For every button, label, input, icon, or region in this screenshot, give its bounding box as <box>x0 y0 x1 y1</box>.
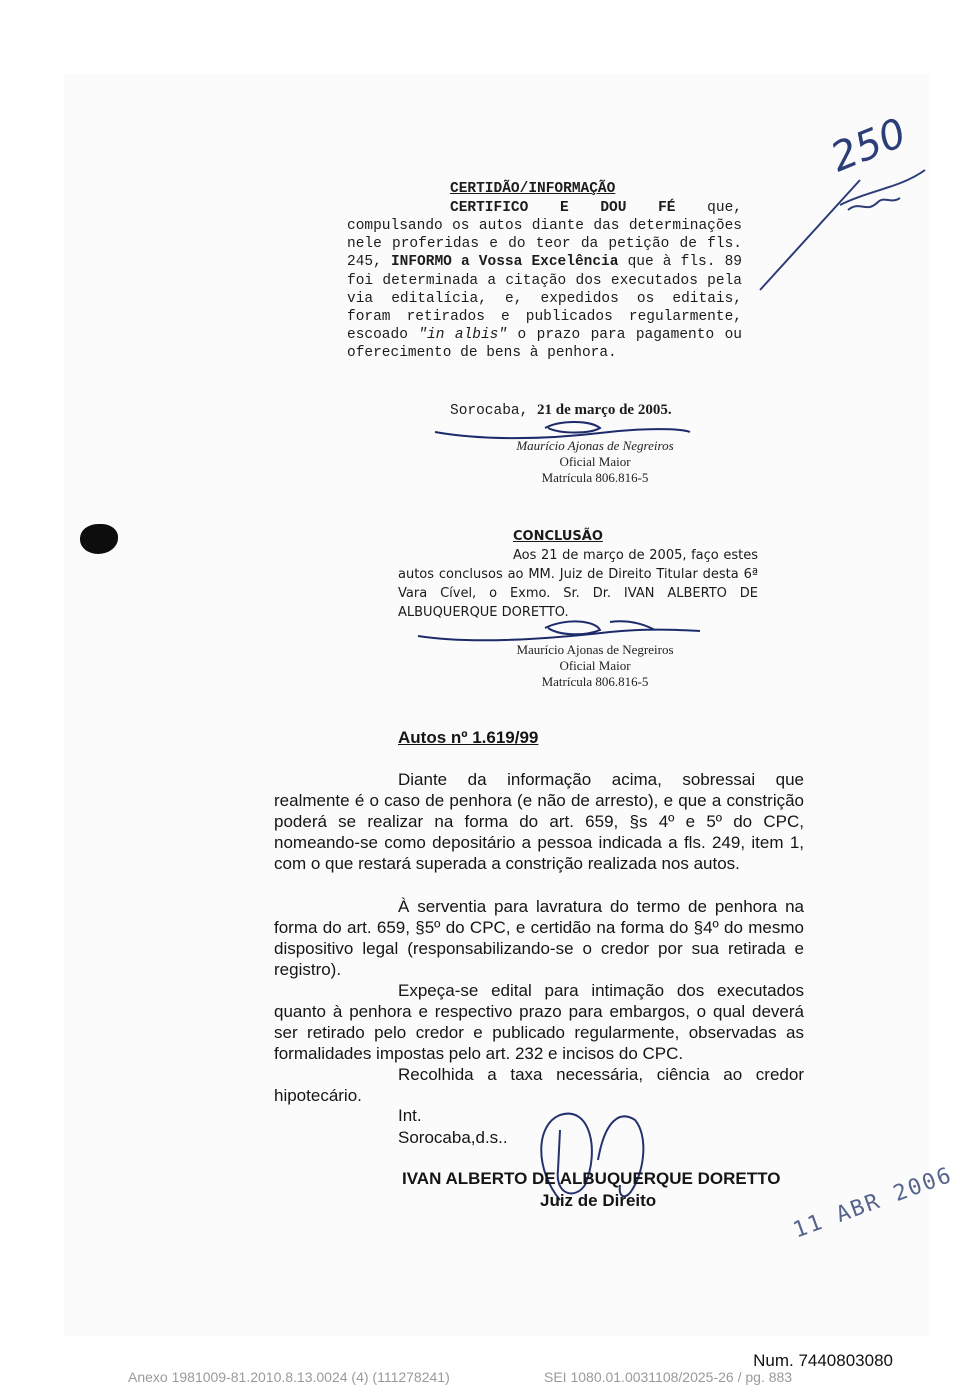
decision-place-date: Sorocaba,d.s.. <box>398 1128 508 1147</box>
decision-paragraph-2-text: À serventia para lavratura do termo de penhora na forma do art. 659, §5º do CPC, e certidão na forma do §4º do mesmo dispositivo legal (responsabilizando-se o credor por sua retirada e registro). <box>274 897 804 979</box>
rubric-mark <box>760 170 925 290</box>
decision-paragraph-3-text: Expeça-se edital para intimação dos executados quanto à penhora e respectivo prazo para embargos, o qual deverá ser retirado pelo credor e publicado regularmente, observadas as formalidades impostas pelo art. 232 e incisos do CPC. <box>274 981 804 1063</box>
signature-2-role: Oficial Maior <box>559 658 631 673</box>
decision-paragraph-4 <box>274 1064 804 1106</box>
signature-1-stroke <box>435 422 690 438</box>
certidao-body-2: que à fls. 89 foi determinada a citação dos executados pela via editalícia, e, expedidos os editais, foram retirados e publicados regularmente, escoado <box>347 254 742 344</box>
decision-paragraph-2 <box>274 896 804 980</box>
conclusao-title: CONCLUSÃO <box>513 529 603 544</box>
folio-number: 250 <box>824 110 913 182</box>
date-stamp: 11 ABR 2006 <box>790 1162 957 1244</box>
footer-sei: SEI 1080.01.0031108/2025-26 / pg. 883 <box>544 1369 793 1385</box>
conclusao-last-line: ALBUQUERQUE DORETTO. <box>398 605 569 620</box>
certidao-first-rest: que, <box>675 200 742 216</box>
certidao-place-date <box>450 401 672 420</box>
document-number: Num. 7440803080 <box>753 1351 893 1370</box>
decision-paragraph-4-text: Recolhida a taxa necessária, ciência ao credor hipotecário. <box>274 1065 804 1105</box>
case-number: Autos nº 1.619/99 <box>398 728 539 747</box>
certidao-certifico: CERTIFICO E DOU FÉ <box>450 200 676 216</box>
certidao-informo: INFORMO a Vossa Excelência <box>390 254 619 271</box>
certidao-in-albis: "in albis" <box>418 327 508 344</box>
certidao-place: Sorocaba, <box>450 403 538 419</box>
certidao-first-line <box>450 199 742 217</box>
certidao-date: 21 de março de 2005. <box>537 402 672 418</box>
judge-name: IVAN ALBERTO DE ALBUQUERQUE DORETTO <box>402 1169 781 1188</box>
signature-1-role: Oficial Maior <box>559 454 631 469</box>
rubric-loop <box>848 198 900 210</box>
certidao-body-1: compulsando os autos diante das determinações nele proferidas e do teor da petição de fls. 245, <box>347 218 742 271</box>
decision-paragraph-1 <box>274 769 804 874</box>
footer-annex: Anexo 1981009-81.2010.8.13.0024 (4) (111278241) <box>128 1369 450 1385</box>
certidao-body <box>347 217 742 363</box>
signature-block-2 <box>495 642 695 690</box>
conclusao-first-line: Aos 21 de março de 2005, faço estes <box>513 548 758 563</box>
judge-role: Juiz de Direito <box>540 1191 657 1210</box>
signature-2-stroke <box>418 621 700 640</box>
conclusao-body: autos conclusos ao MM. Juiz de Direito Titular desta 6ª Vara Cível, o Exmo. Sr. Dr. IVAN ALBERTO DE <box>398 567 758 601</box>
decision-int: Int. <box>398 1106 422 1125</box>
decision-paragraph-1-text: Diante da informação acima, sobressai que realmente é o caso de penhora (e não de arresto), e que a constrição poderá se realizar na forma do art. 659, §s 4º e 5º do CPC, nomeando-se como depositário a pessoa indicada a fls. 249, item 1, com o que restará superada a constrição realizada nos autos. <box>274 770 804 873</box>
signature-2-registration: Matrícula 806.816-5 <box>541 674 649 689</box>
signature-1-registration: Matrícula 806.816-5 <box>541 470 649 485</box>
signature-2-name: Maurício Ajonas de Negreiros <box>516 642 674 657</box>
signature-1-name: Maurício Ajonas de Negreiros <box>516 438 674 453</box>
signature-block-1 <box>495 438 695 486</box>
certidao-body-3: o prazo para pagamento ou oferecimento de bens à penhora. <box>347 327 742 362</box>
certidao-title: CERTIDÃO/INFORMAÇÃO <box>450 181 616 197</box>
decision-paragraph-3 <box>274 980 804 1064</box>
